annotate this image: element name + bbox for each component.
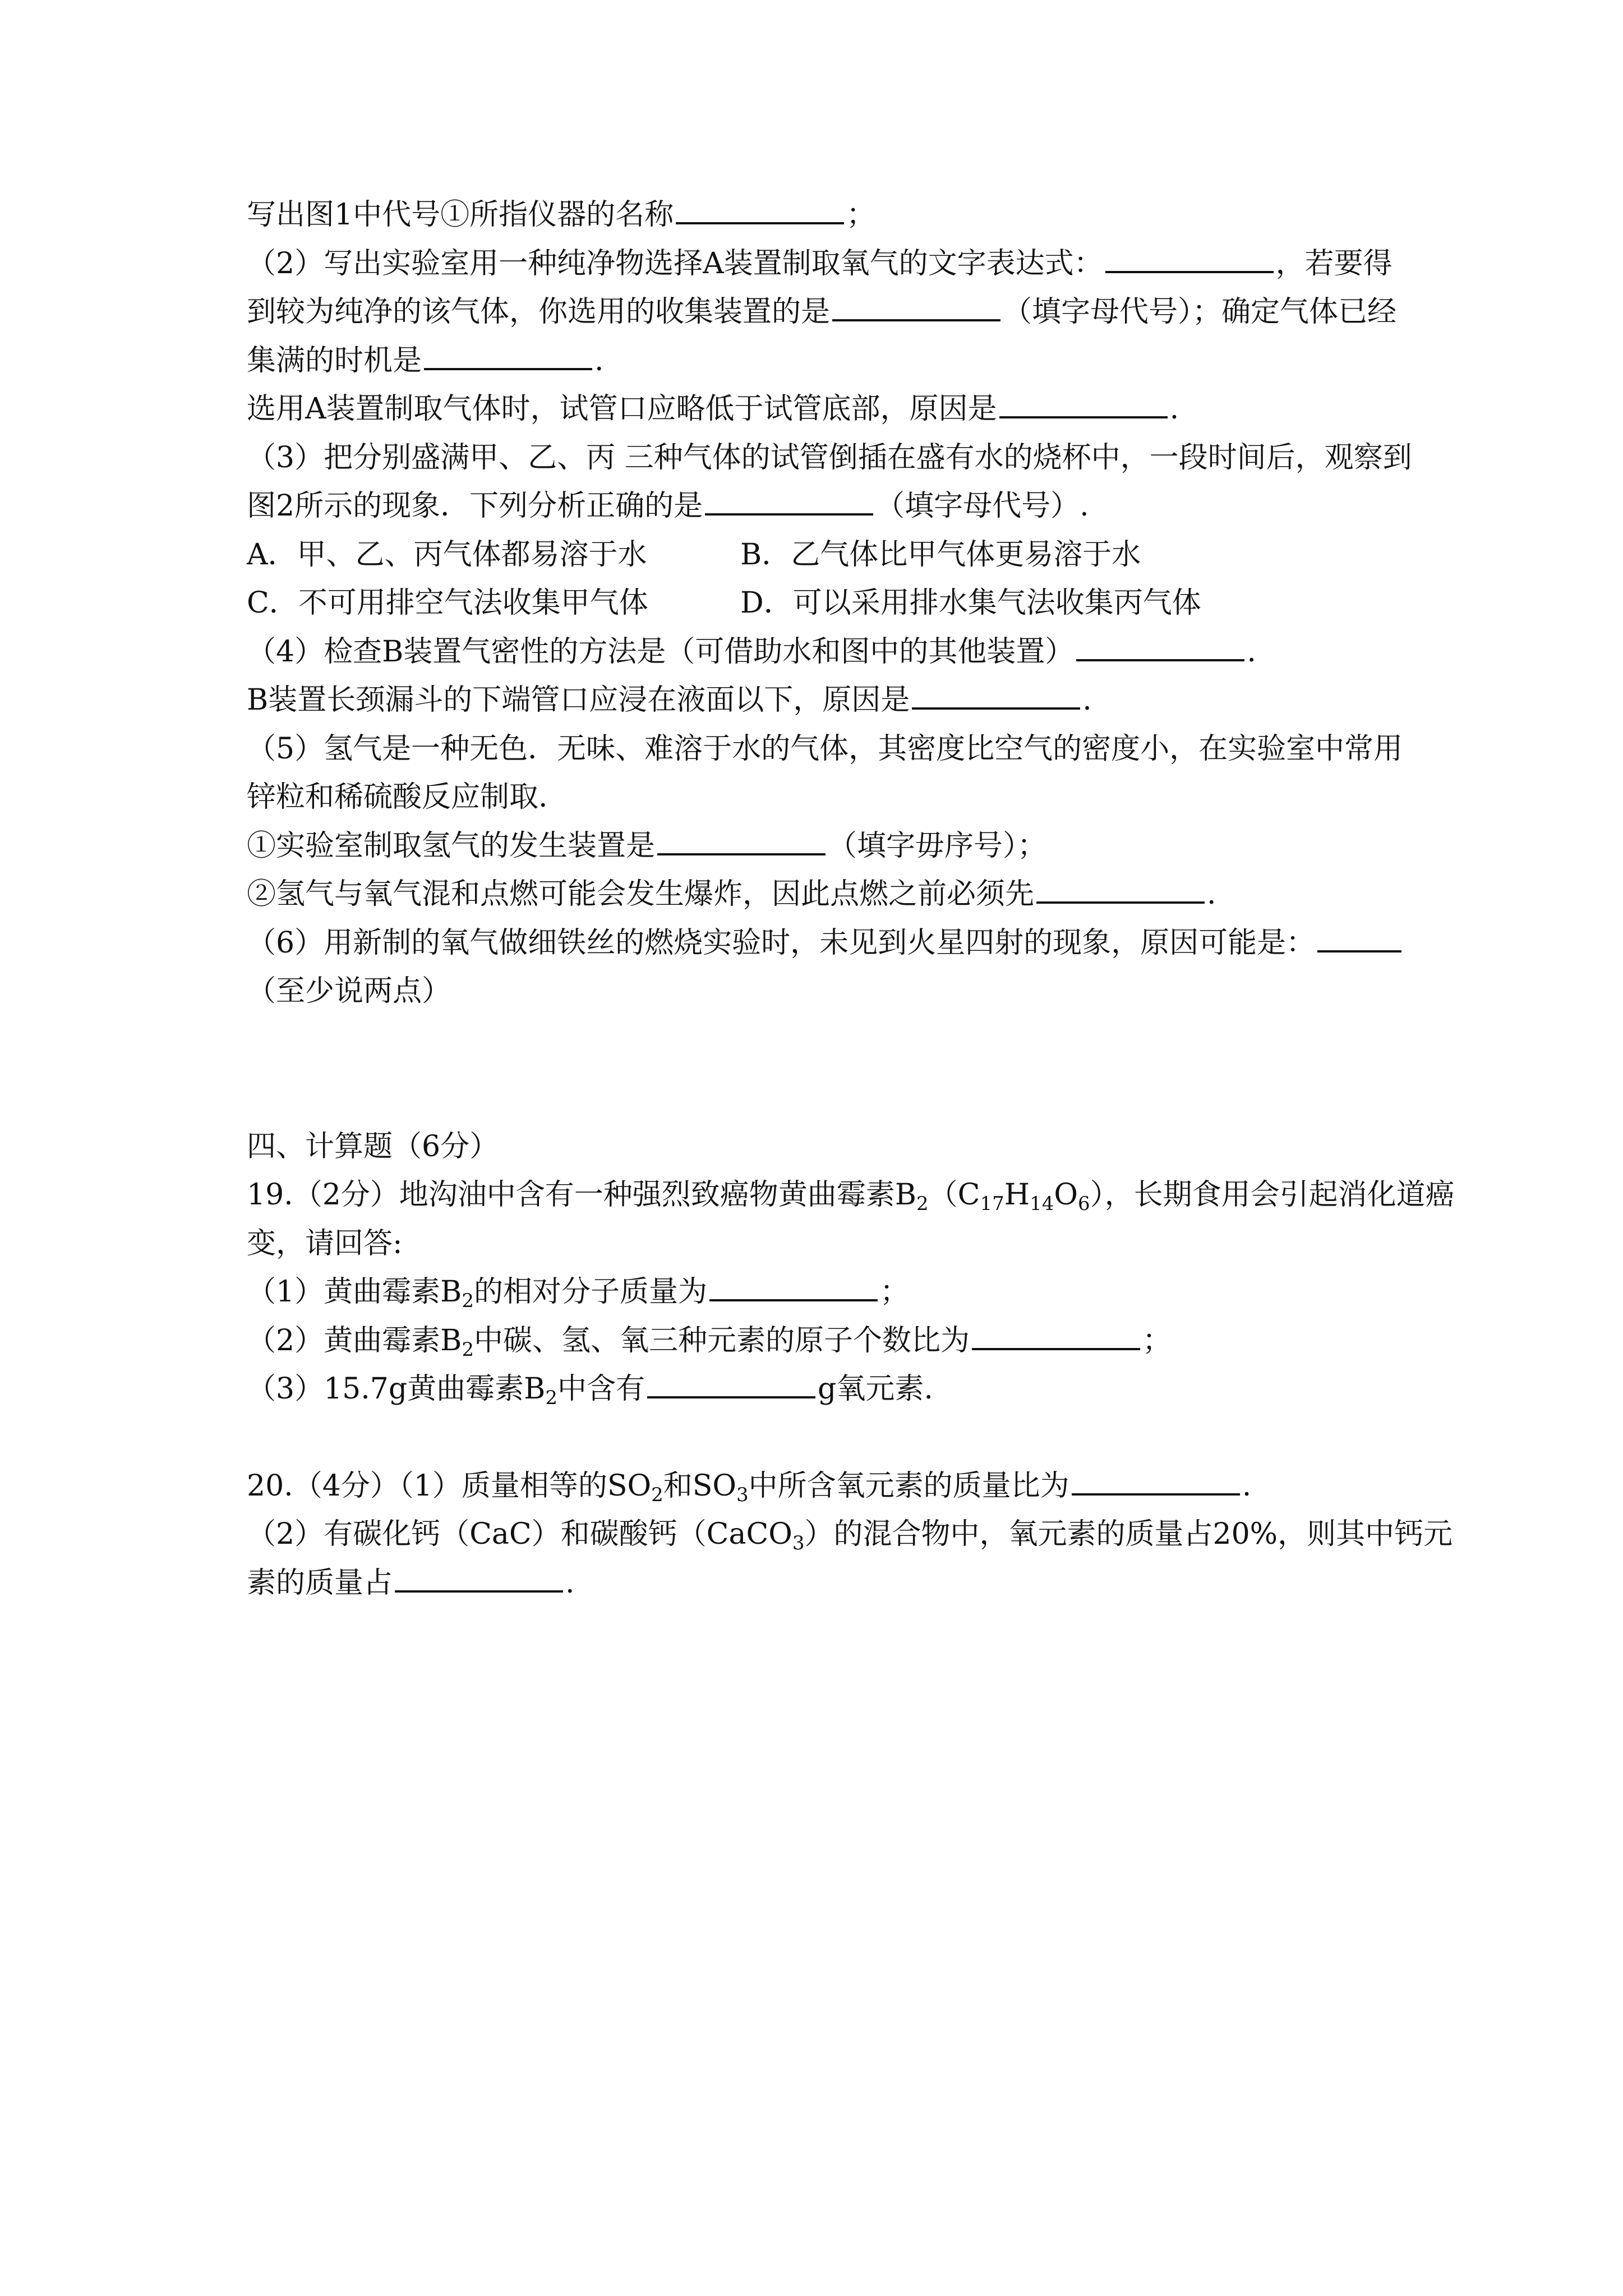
q20-line3: [247, 1559, 1402, 1608]
answer-blank[interactable]: [1105, 242, 1274, 273]
text: （填字母代号）；确定气体已经: [1003, 295, 1397, 329]
q18-part5-line3: [247, 822, 1402, 871]
text: ①实验室制取氢气的发生装置是: [247, 829, 656, 863]
q18-part1-line: [247, 191, 1402, 240]
spacer: [247, 1414, 1402, 1462]
answer-blank[interactable]: [647, 1367, 815, 1398]
q19-sub2: [247, 1317, 1402, 1365]
answer-blank[interactable]: [999, 387, 1168, 418]
answer-blank[interactable]: [1076, 630, 1244, 661]
q19-sub1: [247, 1268, 1402, 1317]
q18-part2-line4: [247, 385, 1402, 434]
answer-blank[interactable]: [709, 1270, 878, 1301]
q18-part3-line1: [247, 434, 1412, 482]
q18-part5-line1: [247, 725, 1402, 774]
subscript: 2: [545, 1387, 558, 1409]
answer-blank[interactable]: [1036, 872, 1205, 904]
subscript: 6: [1077, 1193, 1090, 1215]
text: 19.（2分）地沟油中含有一种强烈致癌物黄曲霉素B: [247, 1178, 916, 1212]
q19-line1: [247, 1171, 1455, 1220]
section-heading: [247, 1122, 1402, 1171]
answer-blank[interactable]: [424, 339, 592, 370]
answer-blank[interactable]: [912, 678, 1080, 710]
q18-part5-line4: [247, 870, 1402, 919]
text: ；: [1142, 1323, 1172, 1358]
text: ），长期食用会引起消化道癌: [1090, 1178, 1455, 1212]
q18-part4-line2: [247, 676, 1402, 725]
answer-blank[interactable]: [705, 484, 873, 516]
text: 的相对分子质量为: [473, 1275, 707, 1309]
text: .: [1207, 877, 1216, 911]
text: （至少说两点）: [247, 974, 451, 1008]
text: O: [1054, 1178, 1078, 1212]
text: .: [594, 343, 604, 378]
text: 素的质量占: [247, 1566, 393, 1600]
text: 变，请回答:: [247, 1226, 403, 1260]
option-c: C．不可用排空气法收集甲气体: [247, 586, 648, 620]
exam-content: [247, 191, 1455, 1607]
q20-line1: [247, 1462, 1402, 1511]
options-row-1: [247, 531, 1402, 579]
text: .: [1242, 1469, 1252, 1503]
subscript: 3: [736, 1483, 749, 1506]
text: 选用A装置制取气体时，试管口应略低于试管底部，原因是: [247, 392, 997, 426]
text: 20.（4分）（1）质量相等的SO: [247, 1469, 652, 1503]
options-row-2: [247, 579, 1402, 628]
text: （2）写出实验室用一种纯净物选择A装置制取氧气的文字表达式：: [247, 246, 1103, 280]
text: （4）检查B装置气密性的方法是（可借助水和图中的其他装置）: [247, 634, 1075, 669]
text: （填字毋序号）；: [828, 829, 1047, 863]
q20-line2: [247, 1510, 1453, 1559]
text: 中碳、氢、氧三种元素的原子个数比为: [473, 1323, 970, 1358]
subscript: 17: [980, 1193, 1004, 1215]
text: H: [1004, 1178, 1030, 1212]
text: ②氢气与氧气混和点燃可能会发生爆炸，因此点燃之前必须先: [247, 877, 1035, 911]
q19-line2: [247, 1220, 1402, 1268]
text: g氧元素.: [818, 1372, 933, 1406]
q18-part5-line2: [247, 773, 1402, 822]
subscript: 3: [792, 1532, 805, 1554]
answer-blank[interactable]: [676, 193, 844, 224]
text: .: [1082, 683, 1092, 717]
subscript: 2: [462, 1338, 474, 1361]
option-a: A．甲、乙、丙气体都易溶于水: [247, 537, 647, 572]
q18-part6-line1: [247, 919, 1402, 968]
text: ；: [846, 198, 876, 232]
answer-blank[interactable]: [832, 290, 1000, 321]
answer-blank[interactable]: [657, 824, 826, 855]
text: 中含有: [557, 1372, 645, 1406]
subscript: 2: [462, 1290, 474, 1312]
text: .: [565, 1566, 575, 1600]
text: 和SO: [663, 1469, 737, 1503]
spacer: [247, 1016, 1402, 1122]
text: .: [1247, 634, 1256, 669]
section-title: 四、计算题（6分）: [247, 1129, 499, 1163]
text: B装置长颈漏斗的下端管口应浸在液面以下，原因是: [247, 683, 910, 717]
text: ，若要得: [1275, 246, 1393, 280]
answer-blank[interactable]: [972, 1319, 1140, 1350]
text: ）的混合物中，氧元素的质量占20%，则其中钙元: [804, 1517, 1453, 1551]
subscript: 14: [1030, 1193, 1054, 1215]
q18-part2-line2: [247, 288, 1402, 337]
q18-part2-line3: [247, 337, 1402, 385]
text: 锌粒和稀硫酸反应制取.: [247, 780, 548, 814]
option-d: D．可以采用排水集气法收集丙气体: [740, 586, 1201, 620]
text: 中所含氧元素的质量比为: [748, 1469, 1069, 1503]
text: 集满的时机是: [247, 343, 422, 378]
answer-blank[interactable]: [1317, 921, 1401, 953]
text: （2）有碳化钙（CaC）和碳酸钙（CaCO: [247, 1517, 792, 1551]
subscript: 2: [651, 1483, 663, 1506]
text: 写出图1中代号①所指仪器的名称: [247, 198, 674, 232]
q18-part3-line2: [247, 482, 1402, 531]
text: 图2所示的现象．下列分析正确的是: [247, 489, 703, 523]
text: ；: [879, 1275, 909, 1309]
text: （C: [928, 1178, 980, 1212]
text: （2）黄曲霉素B: [247, 1323, 462, 1358]
text: （6）用新制的氧气做细铁丝的燃烧实验时，未见到火星四射的现象，原因可能是：: [247, 926, 1316, 960]
q18-part4-line1: [247, 628, 1402, 677]
text: （3）15.7g黄曲霉素B: [247, 1372, 546, 1406]
text: （3）把分别盛满甲、乙、丙 三种气体的试管倒插在盛有水的烧杯中，一段时间后，观察到: [247, 440, 1412, 475]
q18-part6-line2: [247, 967, 1402, 1016]
option-b: B．乙气体比甲气体更易溶于水: [740, 537, 1141, 572]
answer-blank[interactable]: [1072, 1464, 1240, 1496]
text: （5）氢气是一种无色．无味、难溶于水的气体，其密度比空气的密度小，在实验室中常用: [247, 731, 1403, 766]
subscript: 2: [916, 1193, 929, 1215]
text: （1）黄曲霉素B: [247, 1275, 462, 1309]
text: （填字母代号）.: [875, 489, 1089, 523]
answer-blank[interactable]: [395, 1561, 563, 1593]
text: 到较为纯净的该气体，你选用的收集装置的是: [247, 295, 831, 329]
q19-sub3: [247, 1365, 1402, 1414]
text: .: [1169, 392, 1179, 426]
q18-part2-line1: [247, 240, 1402, 288]
